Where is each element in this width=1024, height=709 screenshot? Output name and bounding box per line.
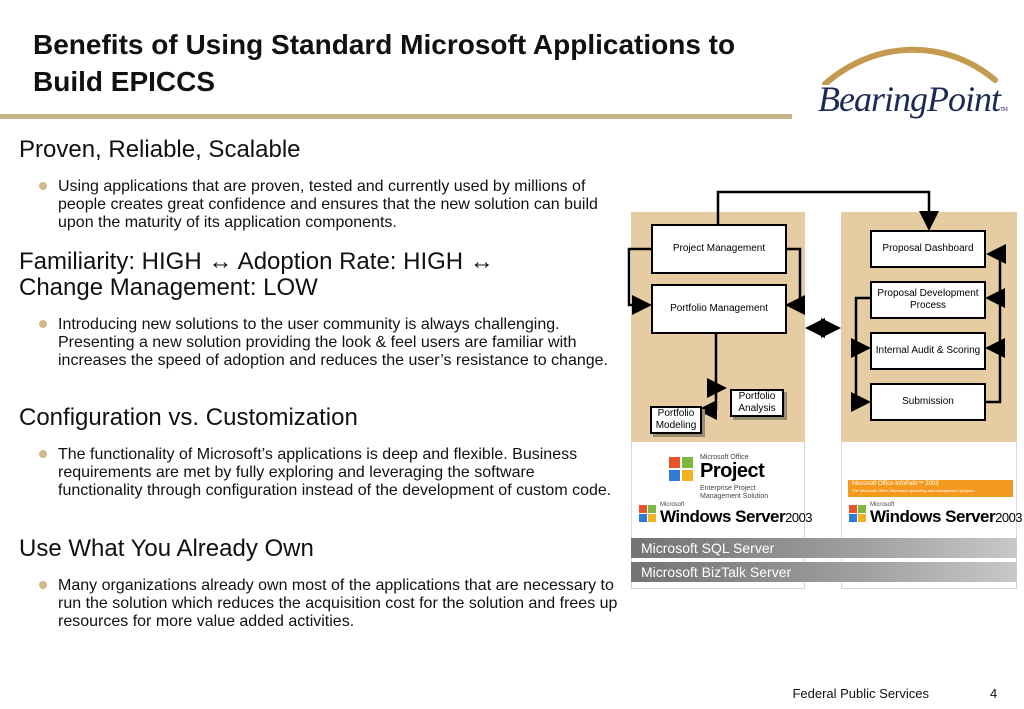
windows-flag-icon — [848, 504, 868, 524]
internal-audit-box: Internal Audit & Scoring — [870, 332, 986, 370]
project-management-box: Project Management — [651, 224, 787, 274]
bullet-familiarity: Introducing new solutions to the user community is always challenging. Presenting a new solution providing the look & feel users are familiar with increases the speed of adoption and reduces the user’s resistance to change. — [58, 316, 626, 370]
biztalk-server-bar: Microsoft BizTalk Server — [631, 562, 1017, 582]
proposal-dashboard-box: Proposal Dashboard — [870, 230, 986, 268]
portfolio-management-box: Portfolio Management — [651, 284, 787, 334]
bullet-dot-icon — [39, 182, 47, 190]
bullet-dot-icon — [39, 320, 47, 328]
ms-project-logo: Microsoft Office Project Enterprise Project Management Solution — [668, 454, 808, 502]
portfolio-analysis-box: Portfolio Analysis — [730, 389, 784, 417]
page-title: Benefits of Using Standard Microsoft Applications to Build EPICCS — [33, 29, 736, 97]
bearingpoint-logo — [815, 40, 1005, 120]
section-heading-configuration: Configuration vs. Customization — [19, 404, 358, 431]
section-heading-proven: Proven, Reliable, Scalable — [19, 136, 301, 163]
section-heading-familiarity: Familiarity: HIGH ↔ Adoption Rate: HIGH ↔ Change Management: LOW — [19, 248, 494, 301]
page-number: 4 — [990, 686, 998, 701]
bullet-dot-icon — [39, 581, 47, 589]
title-underline — [0, 114, 792, 119]
windows-server-logo-right: Microsoft Windows Server2003 — [848, 502, 1018, 526]
windows-flag-icon — [638, 504, 658, 524]
proposal-development-box: Proposal Development Process — [870, 281, 986, 319]
infopath-banner: Microsoft Office InfoPath™ 2003 The Microsoft Office information gathering and management program — [848, 480, 1013, 497]
sql-server-bar: Microsoft SQL Server — [631, 538, 1017, 558]
windows-server-logo-left: Microsoft Windows Server2003 — [638, 502, 808, 526]
footer-org: Federal Public Services — [792, 686, 929, 701]
bullet-configuration: The functionality of Microsoft’s applications is deep and flexible. Business requirements are met by fully exploring and leveraging the software functionality through configuration instead of the development of custom code. — [58, 446, 623, 500]
portfolio-modeling-box: Portfolio Modeling — [650, 406, 702, 434]
section-heading-own: Use What You Already Own — [19, 535, 314, 562]
architecture-diagram — [620, 180, 1024, 600]
bullet-dot-icon — [39, 450, 47, 458]
submission-box: Submission — [870, 383, 986, 421]
bullet-proven: Using applications that are proven, tested and currently used by millions of people creates great confidence and ensures that the new solution can build upon the maturity of its application components. — [58, 178, 623, 232]
bullet-own: Many organizations already own most of the applications that are necessary to run the solution which reduces the acquisition cost for the solution and frees up resources for more value added activities. — [58, 577, 623, 631]
logo-text: BearingPointTM — [818, 79, 1007, 119]
ms-office-icon — [668, 456, 696, 484]
